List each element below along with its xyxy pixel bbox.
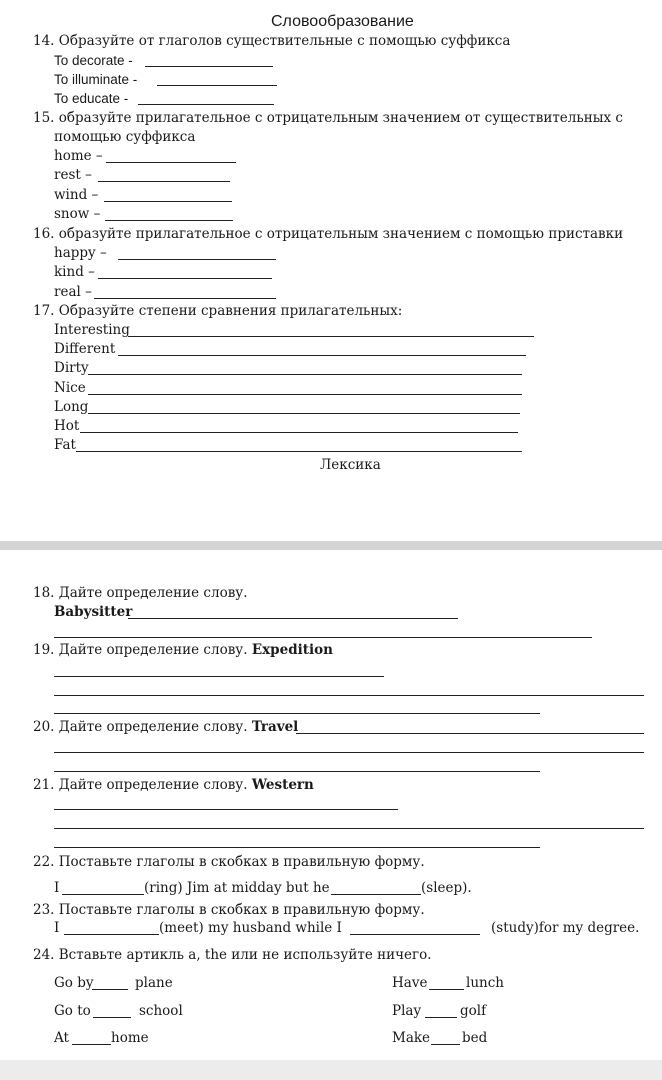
answer-line[interactable] <box>92 989 128 990</box>
q20-word: Travel <box>251 719 299 735</box>
page-separator <box>0 541 662 550</box>
answer-line[interactable] <box>296 733 644 734</box>
answer-line[interactable] <box>425 1017 457 1018</box>
answer-line[interactable] <box>88 374 522 375</box>
answer-line[interactable] <box>76 451 522 452</box>
q24-right-2-b: golf <box>460 1003 487 1019</box>
q21-heading-row <box>33 777 314 794</box>
q17-item-fat: Fat <box>54 437 76 453</box>
q23-heading: 23. Поставьте глаголы в скобках в правильную форму. <box>33 902 425 918</box>
answer-line[interactable] <box>98 278 272 279</box>
q24-left-3-b: home <box>111 1030 149 1046</box>
q23-sentence-end: (study)for my degree. <box>491 920 640 936</box>
q16-item-kind: kind – <box>54 264 95 280</box>
q17-item-different: Different <box>54 341 116 357</box>
answer-line[interactable] <box>64 934 159 935</box>
answer-line[interactable] <box>118 259 276 260</box>
q22-sentence-end: (sleep). <box>421 880 472 896</box>
q14-item-illuminate: To illuminate - <box>54 72 138 87</box>
q17-heading: 17. Образуйте степени сравнения прилагательных: <box>33 303 403 319</box>
q24-right-1-a: Have <box>392 975 428 991</box>
q15-item-snow: snow – <box>54 206 101 222</box>
answer-line[interactable] <box>350 934 480 935</box>
q21-word: Western <box>251 777 314 793</box>
answer-line[interactable] <box>88 413 520 414</box>
answer-line[interactable] <box>72 1044 111 1045</box>
q24-left-3-a: At <box>54 1030 69 1046</box>
q18-word: Babysitter <box>54 604 133 620</box>
answer-line[interactable] <box>54 809 398 810</box>
q19-heading: 19. Дайте определение слову. <box>33 642 248 658</box>
answer-line[interactable] <box>93 1017 131 1018</box>
q20-heading-row <box>33 719 298 736</box>
answer-line[interactable] <box>429 989 464 990</box>
q19-heading-row <box>33 642 333 659</box>
q17-item-dirty: Dirty <box>54 360 89 376</box>
q17-item-hot: Hot <box>54 418 80 434</box>
q15-heading-line2: помощью суффикса <box>54 129 196 145</box>
answer-line[interactable] <box>54 752 644 753</box>
q24-heading: 24. Вставьте артикль a, the или не используйте ничего. <box>33 947 432 963</box>
q24-right-1-b: lunch <box>466 975 504 991</box>
answer-line[interactable] <box>431 1044 460 1045</box>
bottom-gap <box>0 1060 662 1080</box>
q15-heading-line1: 15. образуйте прилагательное с отрицательным значением от существительных с <box>33 110 623 126</box>
q14-item-decorate: To decorate - <box>54 53 133 68</box>
q22-sentence-subject: I <box>54 880 60 896</box>
answer-line[interactable] <box>138 104 274 105</box>
answer-line[interactable] <box>54 771 540 772</box>
answer-line[interactable] <box>157 85 277 86</box>
answer-line[interactable] <box>80 432 518 433</box>
q23-sentence-subject: I <box>54 920 60 936</box>
q14-item-educate: To educate - <box>54 91 129 106</box>
q23-sentence-middle: (meet) my husband while I <box>159 920 342 936</box>
answer-line[interactable] <box>118 355 526 356</box>
answer-line[interactable] <box>145 66 273 67</box>
answer-line[interactable] <box>106 162 236 163</box>
q22-heading: 22. Поставьте глаголы в скобках в правильную форму. <box>33 854 425 870</box>
q15-item-home: home – <box>54 148 103 164</box>
q24-left-2-a: Go to <box>54 1003 91 1019</box>
answer-line[interactable] <box>54 637 592 638</box>
answer-line[interactable] <box>54 828 644 829</box>
answer-line[interactable] <box>331 894 421 895</box>
q17-item-long: Long <box>54 399 89 415</box>
answer-line[interactable] <box>54 713 540 714</box>
answer-line[interactable] <box>88 394 522 395</box>
q18-heading: 18. Дайте определение слову. <box>33 585 248 601</box>
q24-right-2-a: Play <box>392 1003 422 1019</box>
q16-item-happy: happy – <box>54 245 107 261</box>
q20-heading: 20. Дайте определение слову. <box>33 719 248 735</box>
section-footer-leksika: Лексика <box>320 457 381 473</box>
q17-item-interesting: Interesting <box>54 322 130 338</box>
q24-right-3-a: Make <box>392 1030 431 1046</box>
worksheet-page-2 <box>0 550 662 1060</box>
answer-line[interactable] <box>105 220 233 221</box>
q21-heading: 21. Дайте определение слову. <box>33 777 248 793</box>
answer-line[interactable] <box>128 618 458 619</box>
answer-line[interactable] <box>104 201 232 202</box>
q19-word: Expedition <box>251 642 333 658</box>
answer-line[interactable] <box>54 847 540 848</box>
q17-item-nice: Nice <box>54 380 86 396</box>
answer-line[interactable] <box>128 336 534 337</box>
q16-item-real: real – <box>54 284 92 300</box>
q15-item-rest: rest – <box>54 167 92 183</box>
q15-item-wind: wind – <box>54 187 99 203</box>
q24-left-1-a: Go by <box>54 975 94 991</box>
answer-line[interactable] <box>62 894 144 895</box>
q16-heading: 16. образуйте прилагательное с отрицательным значением с помощью приставки <box>33 226 624 242</box>
q24-right-3-b: bed <box>462 1030 488 1046</box>
answer-line[interactable] <box>54 676 384 677</box>
q24-left-1-b: plane <box>135 975 173 991</box>
answer-line[interactable] <box>94 298 276 299</box>
q22-sentence-middle: (ring) Jim at midday but he <box>144 880 330 896</box>
q14-heading: 14. Образуйте от глаголов существительные с помощью суффикса <box>33 33 511 49</box>
q24-left-2-b: school <box>139 1003 183 1019</box>
answer-line[interactable] <box>54 695 644 696</box>
answer-line[interactable] <box>98 181 230 182</box>
page-title: Словообразование <box>271 13 414 30</box>
